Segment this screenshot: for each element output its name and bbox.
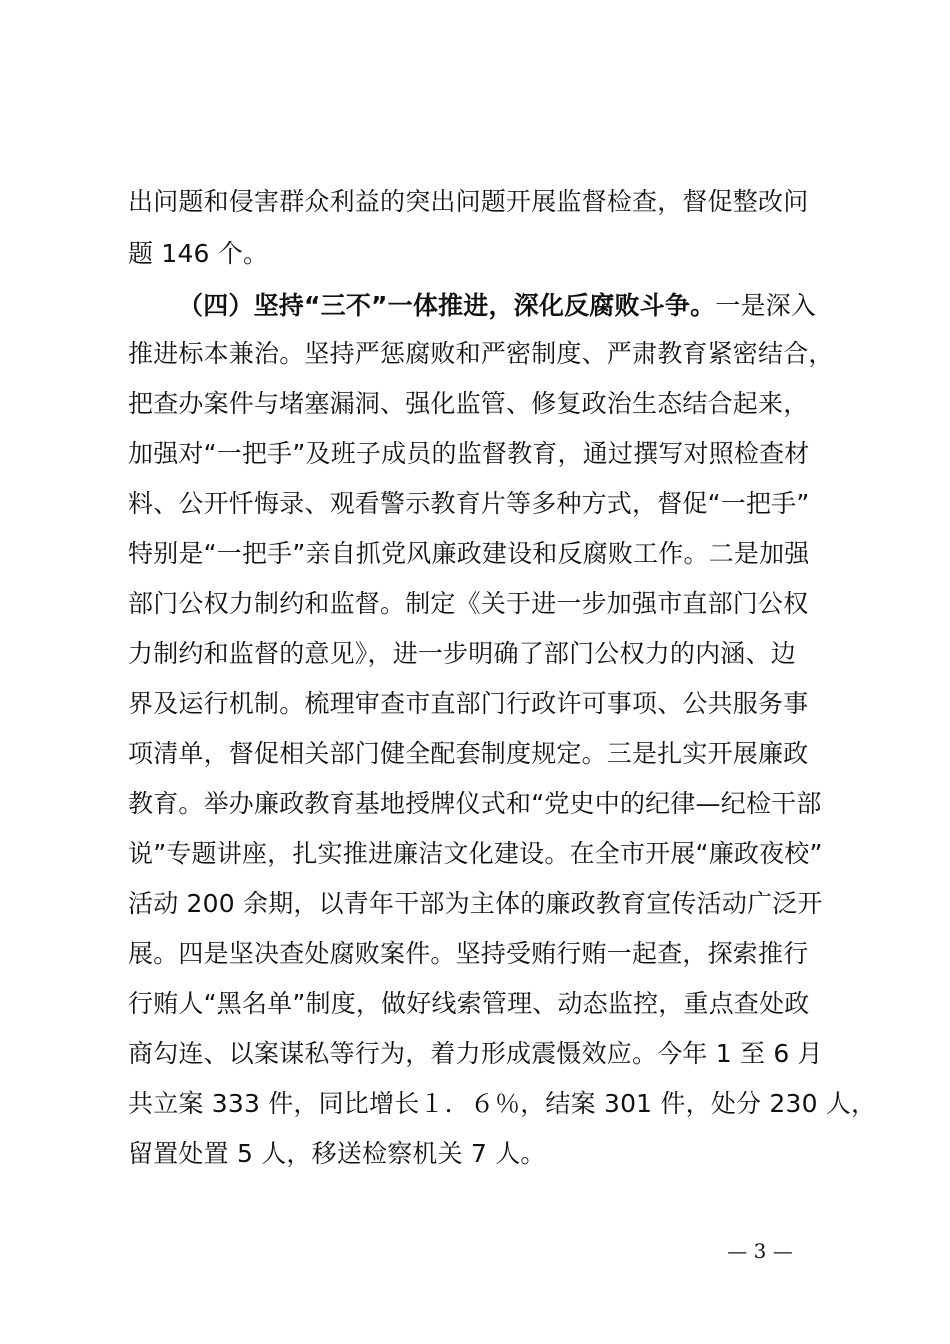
text-line: 特别是“一把手”亲自抓党风廉政建设和反腐败工作。二是加强 xyxy=(128,539,810,568)
text-line: 加强对“一把手”及班子成员的监督教育，通过撰写对照检查材 xyxy=(128,439,810,468)
text-line: 推进标本兼治。坚持严惩腐败和严密制度、严肃教育紧密结合， xyxy=(128,339,834,368)
page-number: — 3 — xyxy=(727,1239,793,1263)
text-line: 题 146 个。 xyxy=(128,239,269,268)
text-line: 共立案 333 件，同比增长１．６％，结案 301 件，处分 230 人， xyxy=(128,1089,877,1118)
text-line: 留置处置 5 人，移送检察机关 7 人。 xyxy=(128,1139,546,1168)
text-line: 力制约和监督的意见》，进一步明确了部门公权力的内涵、边 xyxy=(128,639,796,668)
text-line: 项清单，督促相关部门健全配套制度规定。三是扎实开展廉政 xyxy=(128,739,809,768)
text-line: 把查办案件与堵塞漏洞、强化监管、修复政治生态结合起来， xyxy=(128,389,809,418)
text-line: 说”专题讲座，扎实推进廉洁文化建设。在全市开展“廉政夜校” xyxy=(128,839,823,868)
section-heading-line xyxy=(178,288,868,324)
text-line: 活动 200 余期，以青年干部为主体的廉政教育宣传活动广泛开 xyxy=(128,889,823,918)
text-line: 界及运行机制。梳理审查市直部门行政许可事项、公共服务事 xyxy=(128,689,809,718)
text-line: 教育。举办廉政教育基地授牌仪式和“党史中的纪律—纪检干部 xyxy=(128,789,822,818)
text-line: 展。四是坚决查处腐败案件。坚持受贿行贿一起查，探索推行 xyxy=(128,939,809,968)
text-line: 行贿人“黑名单”制度，做好线索管理、动态监控，重点查处政 xyxy=(128,989,810,1018)
text-line: 商勾连、以案谋私等行为，着力形成震慑效应。今年 1 至 6 月 xyxy=(128,1039,823,1068)
text-line: 部门公权力制约和监督。制定《关于进一步加强市直部门公权 xyxy=(128,589,809,618)
text-run: 一是深入 xyxy=(715,291,817,320)
text-line: 料、公开忏悔录、观看警示教育片等多种方式，督促“一把手” xyxy=(128,489,810,518)
section-heading: （四）坚持“三不”一体推进，深化反腐败斗争。 xyxy=(178,291,716,320)
text-line: 出问题和侵害群众利益的突出问题开展监督检查，督促整改问 xyxy=(128,187,809,216)
